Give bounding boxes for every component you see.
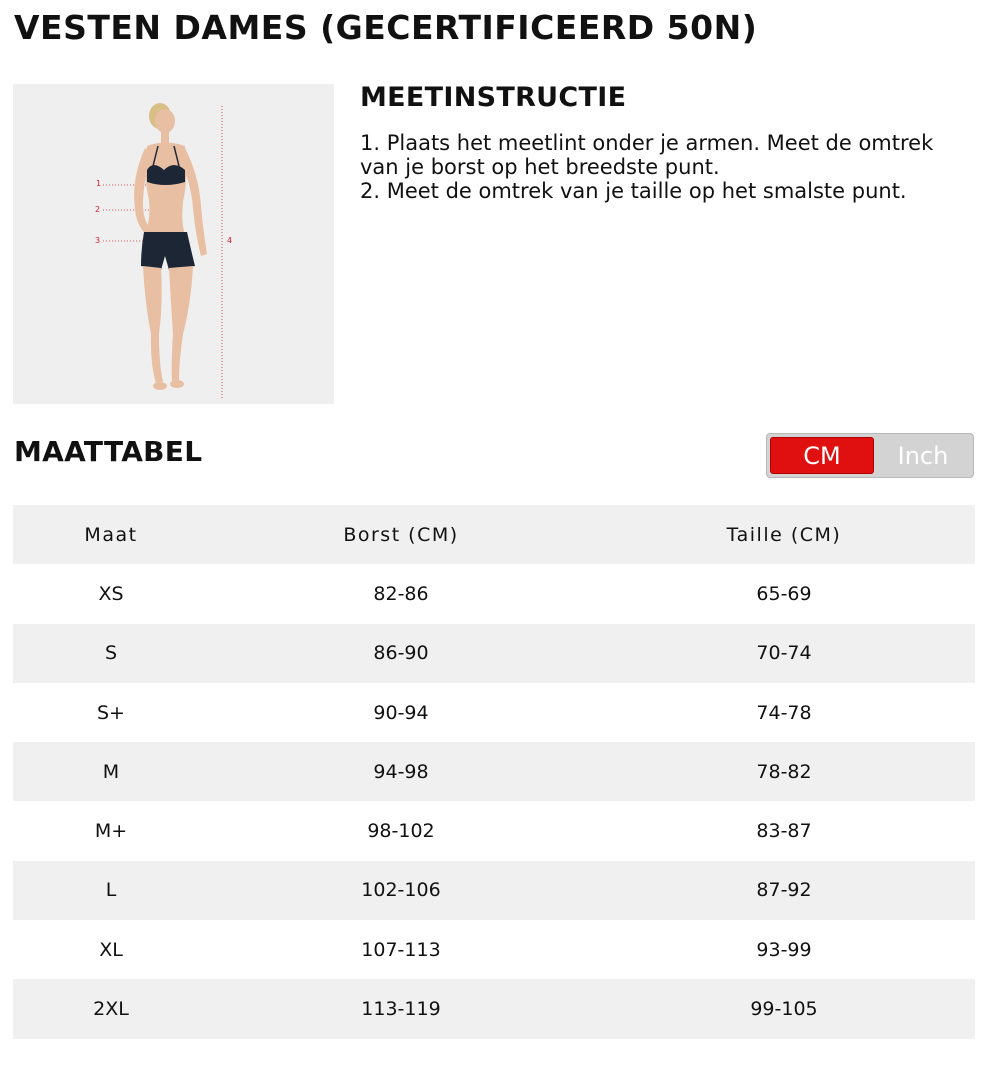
waist-cell: 93-99 xyxy=(756,938,812,961)
waist-cell: 99-105 xyxy=(750,998,818,1021)
waist-cell: 87-92 xyxy=(756,879,812,902)
instruction-line-1: 1. Plaats het meetlint onder je armen. Meet de omtrek van je borst op het breedste punt. xyxy=(360,131,934,179)
chest-cell: 113-119 xyxy=(361,998,441,1021)
size-table-heading: MAATTABEL xyxy=(14,435,203,468)
size-table xyxy=(13,505,975,1039)
table-row xyxy=(13,979,975,1038)
unit-option-inch[interactable]: Inch xyxy=(897,441,949,470)
size-cell: 2XL xyxy=(93,998,129,1021)
column-header-taille: Taille (CM) xyxy=(726,523,842,546)
waist-cell: 83-87 xyxy=(756,820,812,843)
instructions-heading: MEETINSTRUCTIE xyxy=(360,82,627,113)
chest-cell: 102-106 xyxy=(361,879,441,902)
size-cell: M+ xyxy=(94,820,128,843)
chest-cell: 90-94 xyxy=(373,701,429,724)
table-row xyxy=(13,801,975,860)
column-header-borst: Borst (CM) xyxy=(343,523,459,546)
marker-1-label: 1 xyxy=(96,179,102,188)
unit-toggle[interactable] xyxy=(766,433,974,478)
instructions-text xyxy=(360,131,960,203)
size-cell: S+ xyxy=(97,701,125,724)
waist-cell: 74-78 xyxy=(756,701,812,724)
instruction-line-2: 2. Meet de omtrek van je taille op het smalste punt. xyxy=(360,179,907,203)
chest-cell: 107-113 xyxy=(361,938,441,961)
marker-3-label: 3 xyxy=(95,236,101,245)
marker-4-label: 4 xyxy=(227,236,233,245)
size-cell: L xyxy=(105,879,117,902)
chest-cell: 82-86 xyxy=(373,582,429,605)
measurement-figure-image xyxy=(13,84,334,404)
table-header-row xyxy=(13,505,975,564)
table-row xyxy=(13,683,975,742)
size-cell: XS xyxy=(98,582,124,605)
chest-cell: 86-90 xyxy=(373,642,429,665)
table-row xyxy=(13,624,975,683)
page-title: VESTEN DAMES (GECERTIFICEERD 50N) xyxy=(14,8,758,47)
chest-cell: 98-102 xyxy=(367,820,435,843)
unit-option-cm[interactable]: CM xyxy=(770,437,874,474)
chest-cell: 94-98 xyxy=(373,760,429,783)
table-row xyxy=(13,564,975,623)
table-row xyxy=(13,861,975,920)
marker-2-label: 2 xyxy=(95,205,101,214)
size-cell: S xyxy=(104,642,118,665)
table-row xyxy=(13,920,975,979)
size-cell: XL xyxy=(99,938,123,961)
waist-cell: 70-74 xyxy=(756,642,812,665)
waist-cell: 65-69 xyxy=(756,582,812,605)
size-cell: M xyxy=(102,760,120,783)
table-row xyxy=(13,742,975,801)
column-header-maat: Maat xyxy=(84,523,138,546)
waist-cell: 78-82 xyxy=(756,760,812,783)
